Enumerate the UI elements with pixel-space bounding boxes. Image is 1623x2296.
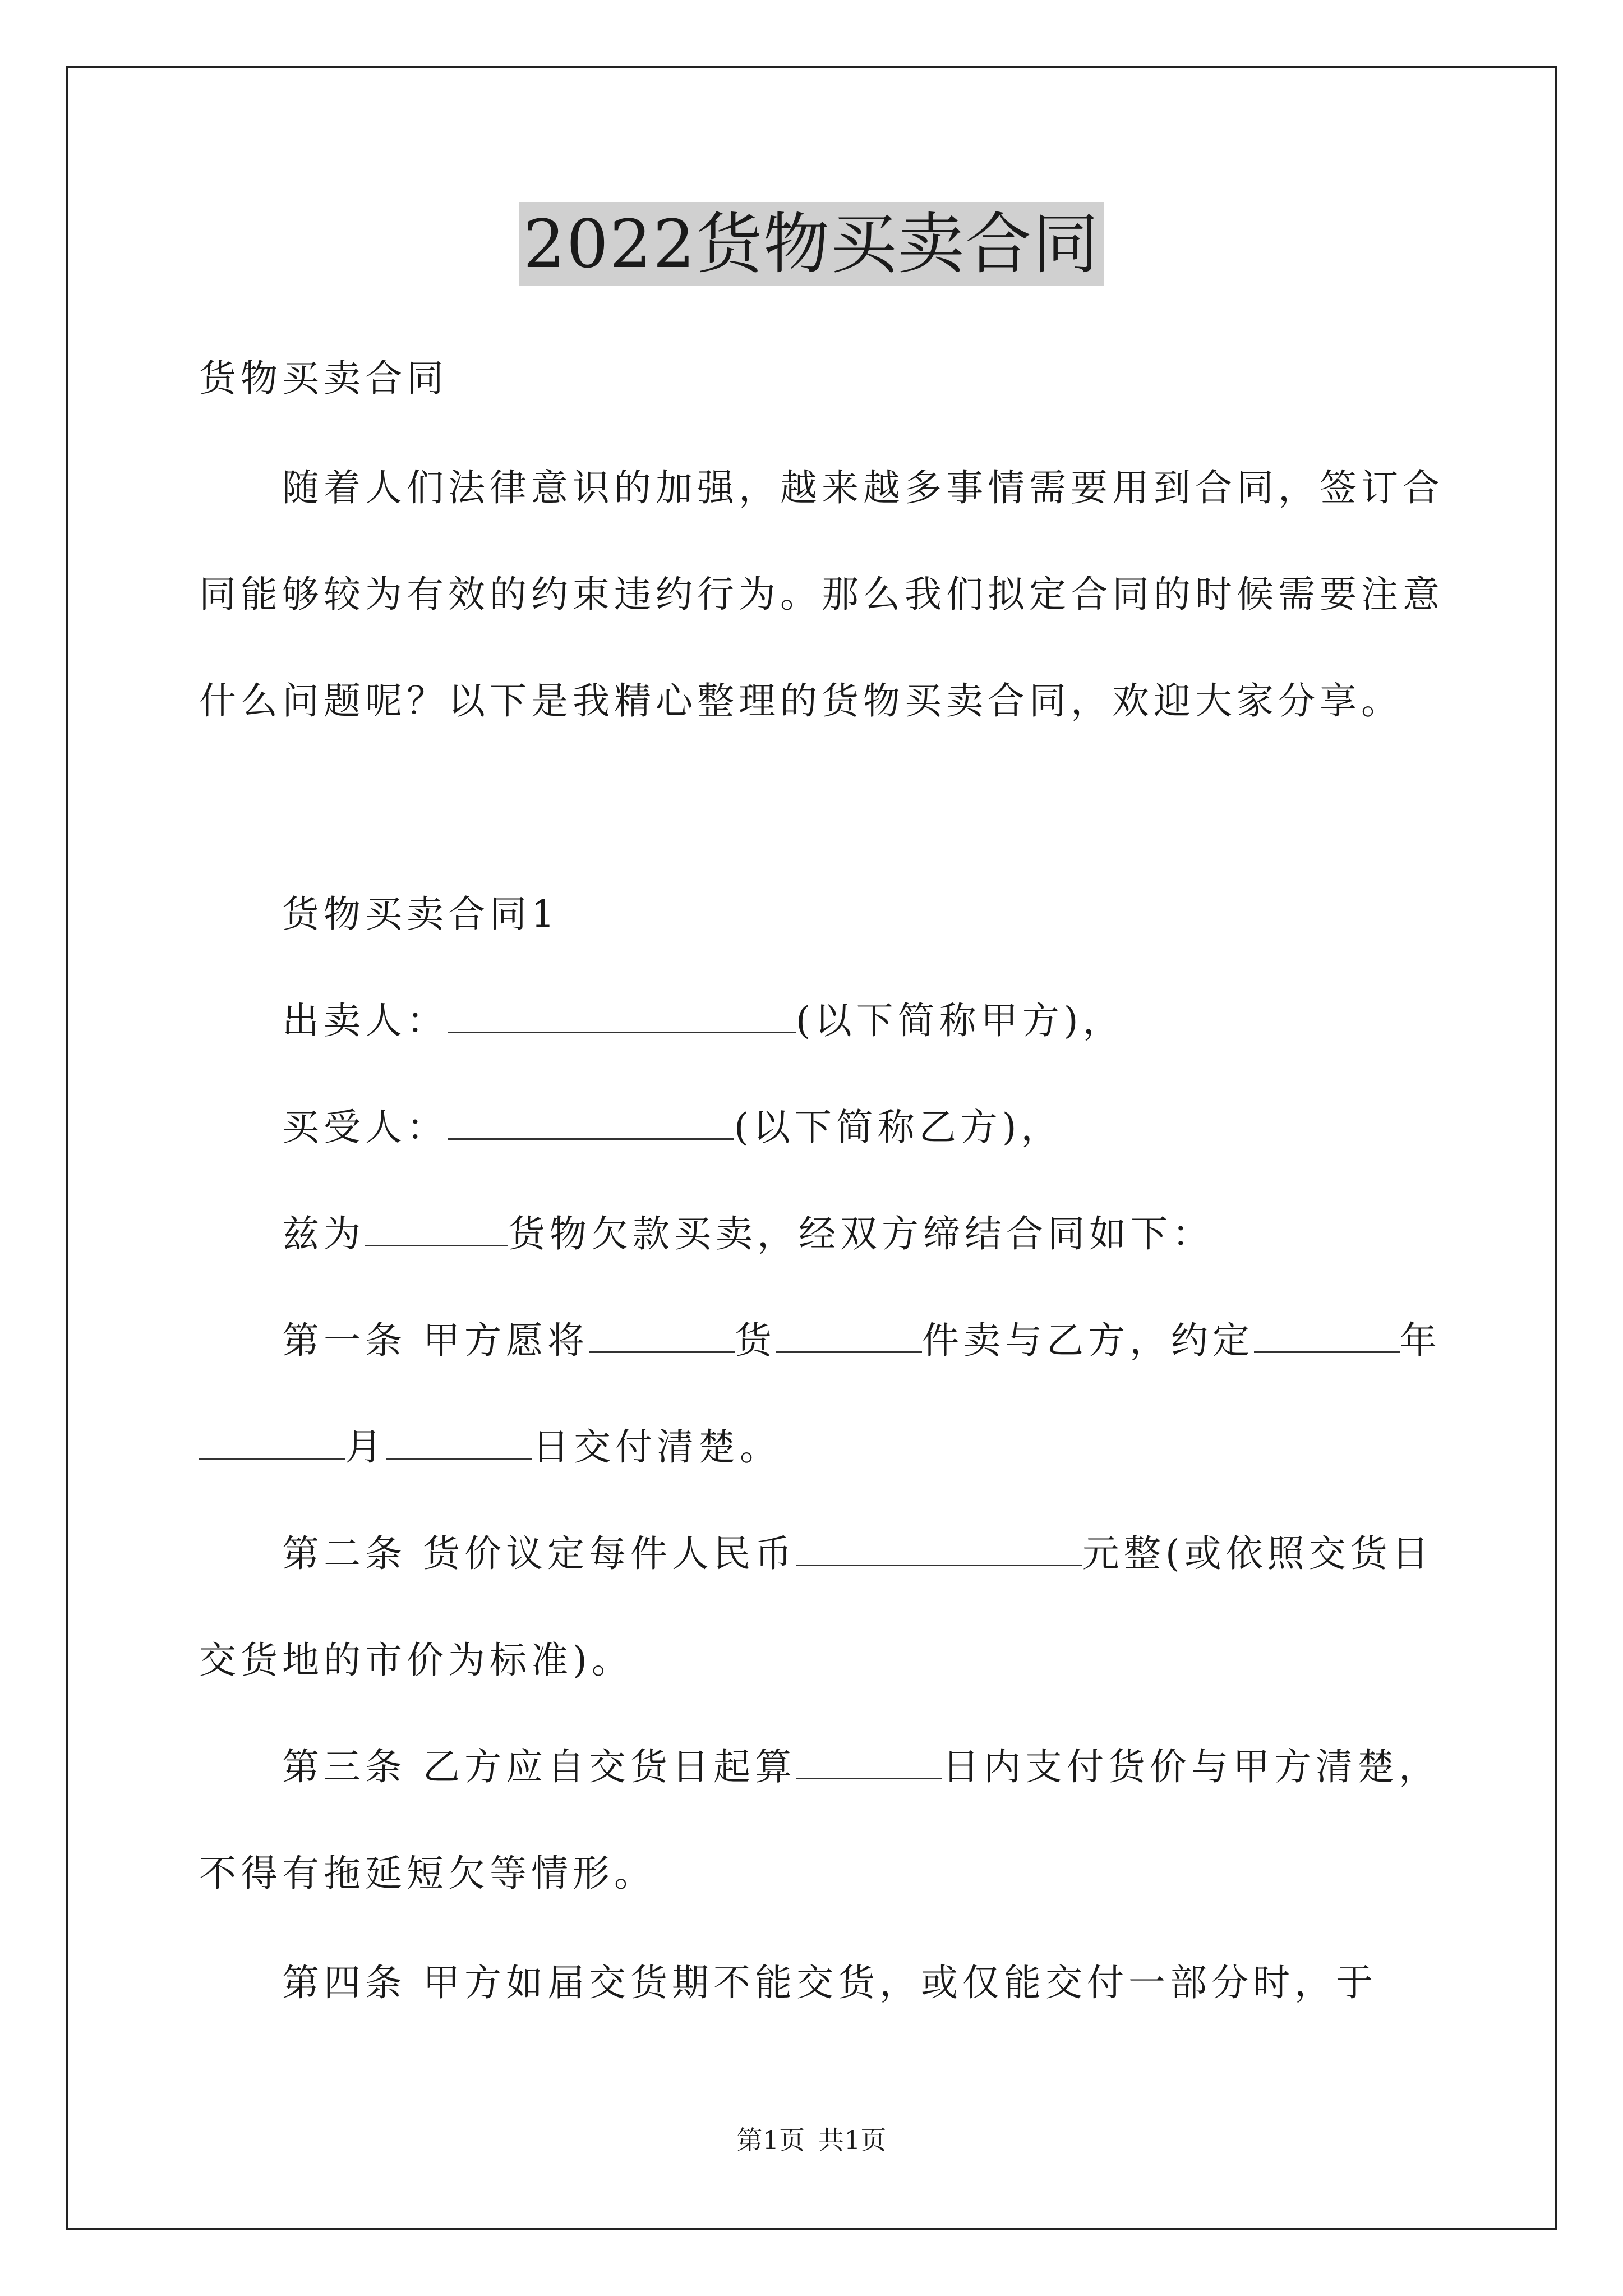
seller-suffix: (以下简称甲方)， <box>796 999 1124 1042</box>
seller-label: 出卖人： <box>282 999 448 1042</box>
page-footer <box>0 2123 1623 2157</box>
price-suffix: 元整(或依照交货日 <box>1082 1532 1433 1575</box>
article-4-line-1: 第四条 甲方如届交货期不能交货，或仅能交付一部分时，于 <box>282 1961 1377 2004</box>
document-title: 2022货物买卖合同 <box>519 202 1104 286</box>
article-1-line-1 <box>282 1315 1441 1366</box>
buyer-line <box>282 1102 1063 1153</box>
article-3-line-2: 不得有拖延短欠等情形。 <box>199 1852 656 1895</box>
year-text: 年 <box>1399 1319 1441 1362</box>
payment-days-blank[interactable] <box>796 1743 942 1779</box>
article-1-line-2 <box>199 1422 781 1473</box>
page-total: 共1页 <box>818 2125 887 2155</box>
subtitle: 货物买卖合同 <box>199 357 448 400</box>
buyer-label: 买受人： <box>282 1106 448 1149</box>
month-blank[interactable] <box>199 1423 345 1460</box>
article-2-line-1 <box>282 1529 1433 1579</box>
buyer-blank[interactable] <box>448 1103 734 1140</box>
quantity-blank[interactable] <box>776 1317 922 1353</box>
delivery-text: 日交付清楚。 <box>532 1425 781 1469</box>
title-container <box>0 202 1623 286</box>
seller-line <box>282 996 1124 1046</box>
page-number: 第1页 <box>736 2125 805 2155</box>
article-2-text: 第二条 货价议定每件人民币 <box>282 1532 796 1575</box>
year-blank[interactable] <box>1254 1317 1400 1353</box>
seller-blank[interactable] <box>448 997 796 1033</box>
section-heading: 货物买卖合同1 <box>282 892 559 936</box>
payment-text: 日内支付货价与甲方清楚， <box>942 1745 1440 1788</box>
intro-line-1: 随着人们法律意识的加强，越来越多事情需要用到合同，签订合 <box>282 466 1444 509</box>
agreed-text: 件卖与乙方，约定 <box>921 1319 1254 1362</box>
article-3-line-1 <box>282 1742 1440 1792</box>
intro-line-3: 什么问题呢？以下是我精心整理的货物买卖合同，欢迎大家分享。 <box>199 679 1403 723</box>
goods-text: 货 <box>734 1319 776 1362</box>
intro-line-2: 同能够较为有效的约束违约行为。那么我们拟定合同的时候需要注意 <box>199 573 1444 616</box>
month-text: 月 <box>345 1425 386 1469</box>
article-1-text: 第一条 甲方愿将 <box>282 1319 589 1362</box>
day-blank[interactable] <box>386 1423 532 1460</box>
purpose-line <box>282 1209 1214 1259</box>
price-blank[interactable] <box>796 1530 1082 1566</box>
buyer-suffix: (以下简称乙方)， <box>734 1106 1063 1149</box>
goods-type-blank[interactable] <box>589 1317 735 1353</box>
purpose-prefix: 兹为 <box>282 1212 365 1255</box>
article-3-text: 第三条 乙方应自交货日起算 <box>282 1745 796 1788</box>
article-2-line-2: 交货地的市价为标准)。 <box>199 1639 633 1682</box>
goods-name-blank[interactable] <box>365 1210 508 1246</box>
purpose-suffix: 货物欠款买卖，经双方缔结合同如下： <box>508 1212 1214 1255</box>
